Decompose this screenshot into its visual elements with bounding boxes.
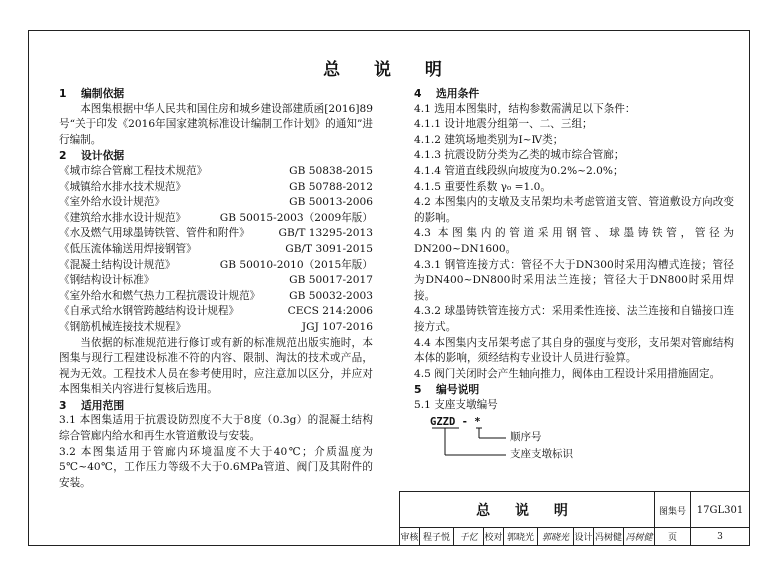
standard-name: 《自承式给水钢管跨越结构设计规程》: [59, 305, 240, 318]
page-key: 页: [655, 528, 691, 545]
standard-item: [59, 289, 373, 305]
standard-code: GB 50788-2012: [289, 180, 373, 193]
standard-code: GB 50013-2006: [289, 196, 373, 209]
designer-name: 冯树健: [594, 528, 624, 545]
standard-name: 《建筑给水排水设计规范》: [59, 211, 187, 224]
section-1-body: 本图集根据中华人民共和国住房和城乡建设部建质函[2016]89号“关于印发《2016年国家建筑标准设计编制工作计划》的通知”进行编制。: [59, 102, 373, 146]
standard-name: 《室外给水和燃气热力工程抗震设计规范》: [59, 289, 261, 302]
standards-list: [59, 164, 373, 336]
reviewer-name: 程子悦: [420, 528, 454, 545]
standard-item: [59, 164, 373, 180]
condition-line: 4.1 选用本图集时，结构参数需满足以下条件：: [414, 102, 636, 115]
section-2-note: 当依据的标准规范进行修订或有新的标准规范出版实施时，本图集与现行工程建设标准不符的内容、限制、淘汰的技术或产品，视为无效。工程技术人员在参考使用时，应注意加以区分，并应对本图集相关内容进行复核后选用。: [59, 336, 373, 396]
section-1-heading: 1 编制依据: [59, 87, 125, 100]
standard-name: 《钢结构设计标准》: [59, 274, 155, 287]
section-5-heading: 5 编号说明: [414, 383, 480, 397]
condition-line: 4.2 本图集内的支墩及支吊架均未考虑管道支管、管道敷设方向改变的影响。: [414, 196, 734, 224]
section-4-lines: [414, 102, 734, 383]
condition-line: 4.1.3 抗震设防分类为乙类的城市综合管廊；: [414, 149, 625, 162]
standard-item: [59, 320, 373, 336]
standard-code: CECS 214:2006: [287, 305, 373, 318]
standard-item: [59, 226, 373, 242]
atlas-number-key: 图集号: [655, 492, 691, 528]
standard-name: 《低压流体输送用焊接钢管》: [59, 242, 197, 255]
section-5-sub: 5.1 支座支墩编号: [414, 398, 498, 411]
standard-name: 《室外给水设计规范》: [59, 196, 165, 209]
standard-code: GB 50032-2003: [289, 289, 373, 302]
standard-item: [59, 273, 373, 289]
standard-code: GB/T 3091-2015: [285, 242, 373, 255]
standard-name: 《城市综合管廊工程技术规范》: [59, 164, 208, 177]
atlas-number: 17GL301: [696, 504, 744, 516]
checker-name: 郭晓光: [504, 528, 538, 545]
standard-item: [59, 242, 373, 258]
standard-name: 《水及燃气用球墨铸铁管、管件和附件》: [59, 227, 250, 240]
design-key: 设计: [574, 528, 594, 545]
standard-name: 《钢筋机械连接技术规程》: [59, 320, 187, 333]
standard-name: 《城镇给水排水技术规范》: [59, 180, 187, 193]
condition-line: 4.1.1 设计地震分组第一、二、三组；: [414, 118, 593, 131]
code-format: GZZD - *: [430, 416, 481, 429]
condition-line: 4.3 本图集内的管道采用钢管、球墨铸铁管，管径为DN200~DN1600。: [414, 227, 734, 255]
standard-item: [59, 304, 373, 320]
review-key: 审核: [400, 528, 420, 545]
title-block: [399, 491, 750, 546]
standard-item: [59, 180, 373, 196]
title-block-main: 总 说 明: [400, 492, 655, 528]
condition-line: 4.1.2 建筑场地类别为Ⅰ~Ⅳ类；: [414, 133, 564, 146]
section-4-heading: 4 选用条件: [414, 87, 480, 100]
left-column: [59, 86, 373, 491]
condition-line: 4.5 阀门关闭时会产生轴向推力，阀体由工程设计采用措施固定。: [414, 367, 721, 380]
standard-code: GB 50015-2003（2009年版）: [219, 211, 373, 224]
check-key: 校对: [484, 528, 504, 545]
standard-name: 《混凝土结构设计规范》: [59, 258, 176, 271]
standard-item: [59, 211, 373, 227]
standard-code: GB 50017-2017: [289, 274, 373, 287]
reviewer-signature: 千忆: [454, 528, 484, 545]
label-mark: 支座支墩标识: [510, 448, 573, 461]
standard-code: JGJ 107-2016: [301, 320, 373, 333]
section-3-p1: 3.1 本图集适用于抗震设防烈度不大于8度（0.3g）的混凝土结构综合管廊内给水和再生水管道敷设与安装。: [59, 414, 373, 443]
designer-signature: 冯树健: [624, 528, 655, 545]
standard-item: [59, 195, 373, 211]
checker-signature: 郭晓光: [538, 528, 574, 545]
condition-line: 4.1.5 重要性系数 γ₀ =1.0。: [414, 180, 551, 193]
standard-item: [59, 258, 373, 274]
section-3-p2: 3.2 本图集适用于管廊内环境温度不大于40℃；介质温度为5℃~40℃，工作压力等级不大于0.6MPa管道、阀门及其附件的安装。: [59, 445, 373, 489]
standard-code: GB/T 13295-2013: [278, 227, 373, 240]
code-diagram: [414, 415, 734, 463]
right-column: [414, 86, 734, 463]
section-3-heading: 3 适用范围: [59, 398, 125, 412]
standard-code: GB 50838-2015: [289, 164, 373, 177]
title-block-row1: [400, 492, 749, 528]
standard-code: GB 50010-2010（2015年版）: [219, 258, 373, 271]
page-number: 3: [717, 531, 723, 542]
condition-line: 4.3.1 钢管连接方式：管径不大于DN300时采用沟槽式连接；管径为DN400~DN800时采用法兰连接；管径大于DN800时采用焊接。: [414, 258, 734, 302]
condition-line: 4.3.2 球墨铸铁管连接方式：采用柔性连接、法兰连接和自锚接口连接方式。: [414, 305, 734, 333]
page-title: 总 说 明: [323, 60, 456, 80]
label-sequence: 顺序号: [510, 431, 542, 444]
section-2-heading: 2 设计依据: [59, 149, 125, 163]
condition-line: 4.1.4 管道直线段纵向坡度为0.2%~2.0%；: [414, 164, 624, 177]
title-block-row2: [400, 528, 749, 545]
condition-line: 4.4 本图集内支吊架考虑了其自身的强度与变形，支吊架对管廊结构本体的影响，须经结构专业设计人员进行验算。: [414, 336, 734, 365]
